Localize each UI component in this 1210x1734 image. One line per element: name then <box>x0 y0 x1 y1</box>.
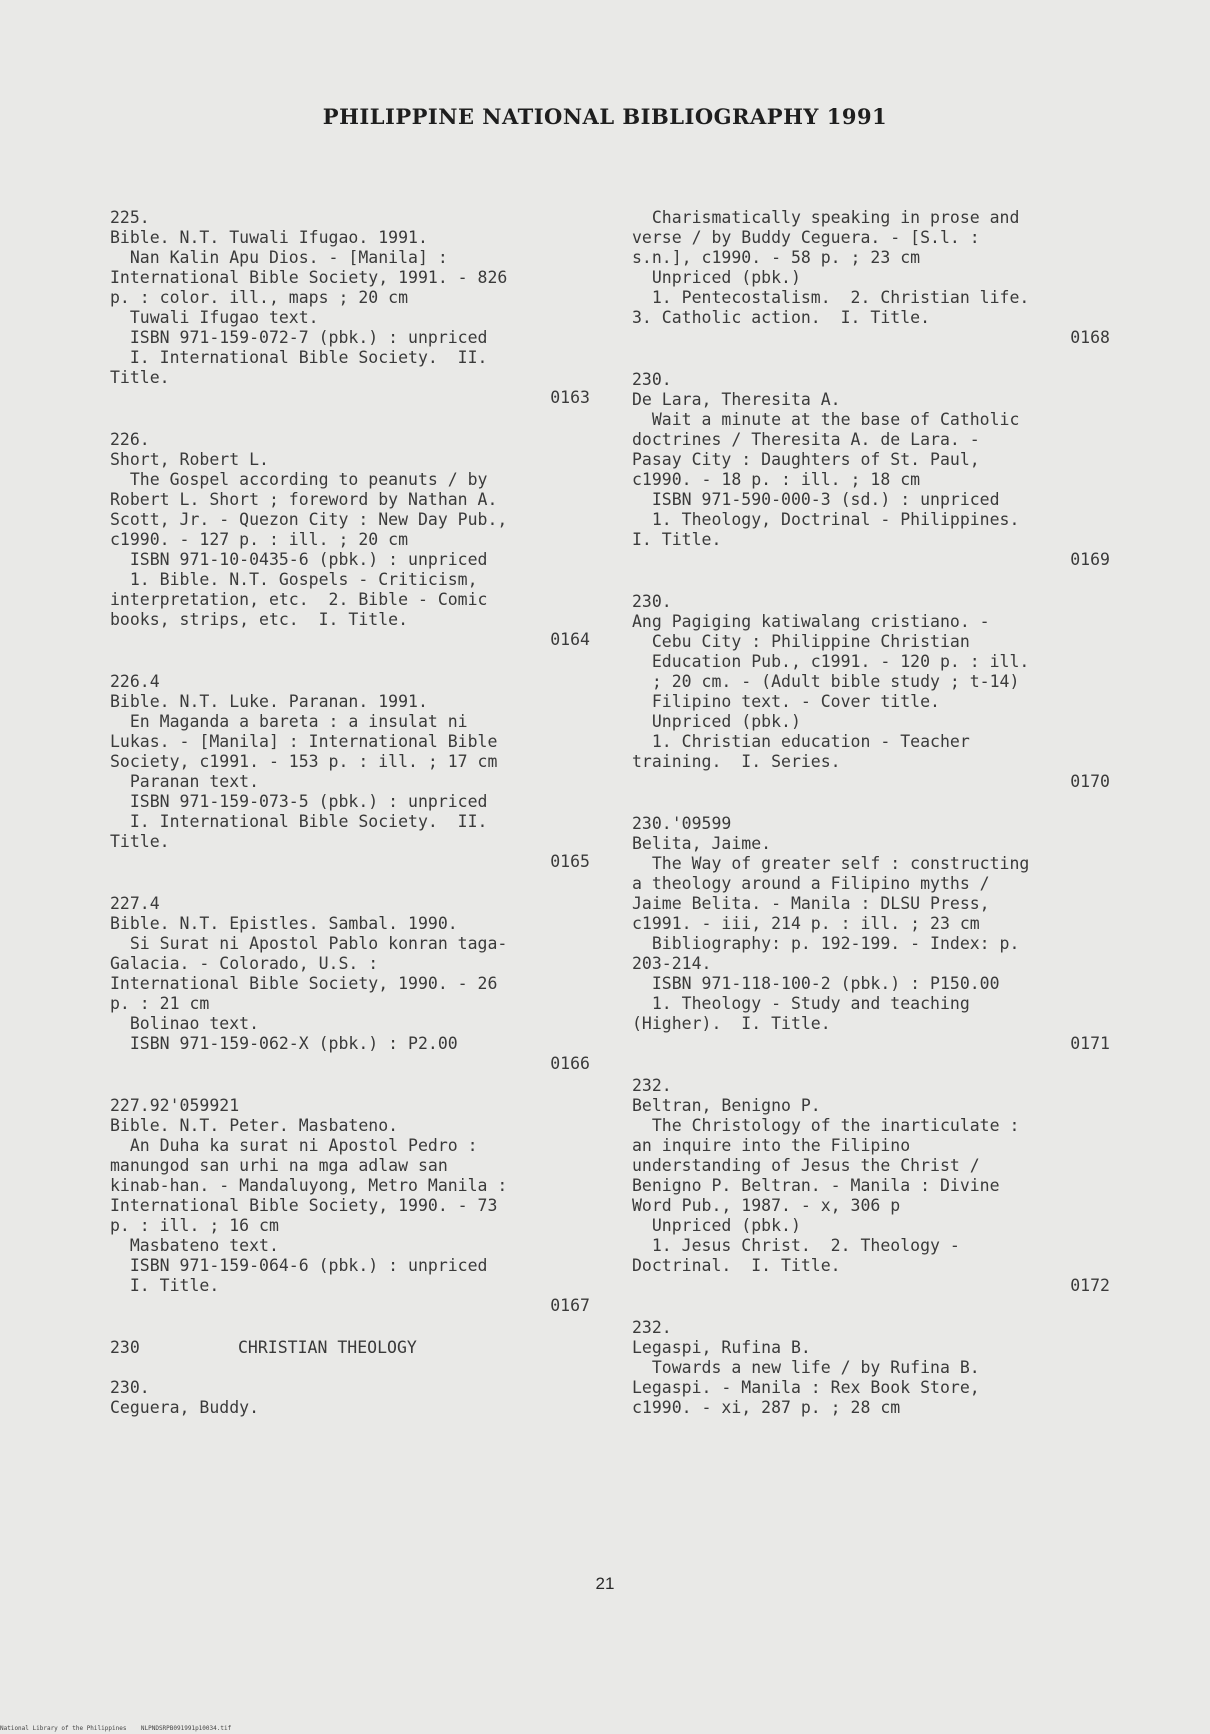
entry-line: Education Pub., c1991. - 120 p. : ill. <box>632 652 1030 671</box>
entry-control-number: 0163 <box>550 388 590 407</box>
entry-line: Short, Robert L. <box>110 450 269 469</box>
entry-line: 3. Catholic action. I. Title. <box>632 308 931 327</box>
entry-line: Legaspi. - Manila : Rex Book Store, <box>632 1378 980 1397</box>
bibliography-entry <box>632 208 1110 348</box>
entry-control-number: 0172 <box>1070 1276 1110 1295</box>
entry-line: (Higher). I. Title. <box>632 1014 831 1033</box>
section-heading-number: 230 <box>110 1338 140 1357</box>
entry-class-number: 225. <box>110 208 150 227</box>
entry-line: Beltran, Benigno P. <box>632 1096 821 1115</box>
entry-line: p. : 21 cm <box>110 994 210 1013</box>
entry-line: Ang Pagiging katiwalang cristiano. - <box>632 612 990 631</box>
entry-line: Bibliography: p. 192-199. - Index: p. <box>632 934 1020 953</box>
entry-class-number: Charismatically speaking in prose and <box>632 208 1020 227</box>
entry-line: Robert L. Short ; foreword by Nathan A. <box>110 490 498 509</box>
entry-line: ISBN 971-159-072-7 (pbk.) : unpriced <box>110 328 488 347</box>
entry-line: an inquire into the Filipino <box>632 1136 911 1155</box>
entry-line: Society, c1991. - 153 p. : ill. ; 17 cm <box>110 752 498 771</box>
entry-line: 1. Theology - Study and teaching <box>632 994 970 1013</box>
right-column <box>632 208 1110 1440</box>
entry-line: interpretation, etc. 2. Bible - Comic <box>110 590 488 609</box>
entry-class-number: 230.'09599 <box>632 814 732 833</box>
entry-line: Unpriced (pbk.) <box>632 712 801 731</box>
entry-line: Wait a minute at the base of Catholic <box>632 410 1020 429</box>
entry-line: Paranan text. <box>110 772 260 791</box>
entry-line: Jaime Belita. - Manila : DLSU Press, <box>632 894 990 913</box>
bibliography-entry <box>110 1378 590 1418</box>
entry-line: c1990. - 127 p. : ill. ; 20 cm <box>110 530 409 549</box>
entry-control-number: 0168 <box>1070 328 1110 347</box>
entry-line: En Maganda a bareta : a insulat ni <box>110 712 468 731</box>
entry-line: Masbateno text. <box>110 1236 279 1255</box>
entry-line: Cebu City : Philippine Christian <box>632 632 970 651</box>
entry-line: An Duha ka surat ni Apostol Pedro : <box>110 1136 478 1155</box>
bibliography-entry <box>110 894 590 1074</box>
entry-line: verse / by Buddy Ceguera. - [S.l. : <box>632 228 980 247</box>
entry-control-number: 0169 <box>1070 550 1110 569</box>
entry-line: 1. Jesus Christ. 2. Theology - <box>632 1236 960 1255</box>
entry-class-number: 230. <box>632 592 672 611</box>
bibliography-entry <box>632 814 1110 1054</box>
entry-line: a theology around a Filipino myths / <box>632 874 990 893</box>
entry-line: c1990. - xi, 287 p. ; 28 cm <box>632 1398 901 1417</box>
page-title: PHILIPPINE NATIONAL BIBLIOGRAPHY 1991 <box>322 104 888 129</box>
bibliography-entry <box>110 672 590 872</box>
entry-line: I. International Bible Society. II. <box>110 812 488 831</box>
section-heading <box>110 1338 590 1358</box>
entry-line: 1. Pentecostalism. 2. Christian life. <box>632 288 1030 307</box>
entry-line: p. : ill. ; 16 cm <box>110 1216 279 1235</box>
entry-line: kinab-han. - Mandaluyong, Metro Manila : <box>110 1176 508 1195</box>
entry-line: manungod san urhi na mga adlaw san <box>110 1156 448 1175</box>
entry-class-number: 232. <box>632 1076 672 1095</box>
entry-line: Towards a new life / by Rufina B. <box>632 1358 980 1377</box>
entry-line: 1. Bible. N.T. Gospels - Criticism, <box>110 570 478 589</box>
bibliography-entry <box>632 1076 1110 1296</box>
entry-line: c1991. - iii, 214 p. : ill. ; 23 cm <box>632 914 980 933</box>
entry-line: Galacia. - Colorado, U.S. : <box>110 954 379 973</box>
entry-line: 1. Christian education - Teacher <box>632 732 970 751</box>
entry-line: Nan Kalin Apu Dios. - [Manila] : <box>110 248 448 267</box>
entry-class-number: 226.4 <box>110 672 160 691</box>
bibliography-entry <box>110 1096 590 1316</box>
entry-line: Bible. N.T. Peter. Masbateno. <box>110 1116 399 1135</box>
entry-line: Title. <box>110 368 170 387</box>
entry-line: International Bible Society, 1990. - 26 <box>110 974 498 993</box>
entry-line: Bible. N.T. Epistles. Sambal. 1990. <box>110 914 458 933</box>
entry-class-number: 226. <box>110 430 150 449</box>
entry-line: books, strips, etc. I. Title. <box>110 610 409 629</box>
entry-line: ISBN 971-10-0435-6 (pbk.) : unpriced <box>110 550 488 569</box>
entry-line: De Lara, Theresita A. <box>632 390 841 409</box>
entry-line: I. Title. <box>110 1276 220 1295</box>
entry-line: Bible. N.T. Luke. Paranan. 1991. <box>110 692 428 711</box>
entry-line: Belita, Jaime. <box>632 834 772 853</box>
bibliography-entry <box>632 592 1110 792</box>
left-column <box>110 208 590 1440</box>
scan-footer-note: National Library of the Philippines NLPNDSRPB091991p10034.tif <box>0 1725 232 1732</box>
entry-line: Si Surat ni Apostol Pablo konran taga- <box>110 934 508 953</box>
entry-line: Tuwali Ifugao text. <box>110 308 319 327</box>
entry-line: Ceguera, Buddy. <box>110 1398 260 1417</box>
entry-line: doctrines / Theresita A. de Lara. - <box>632 430 980 449</box>
entry-class-number: 232. <box>632 1318 672 1337</box>
entry-line: Unpriced (pbk.) <box>632 1216 801 1235</box>
entry-line: Legaspi, Rufina B. <box>632 1338 811 1357</box>
entry-line: Benigno P. Beltran. - Manila : Divine <box>632 1176 1000 1195</box>
entry-line: ISBN 971-590-000-3 (sd.) : unpriced <box>632 490 1000 509</box>
entry-line: ISBN 971-118-100-2 (pbk.) : P150.00 <box>632 974 1000 993</box>
entry-line: Filipino text. - Cover title. <box>632 692 940 711</box>
entry-line: ISBN 971-159-062-X (pbk.) : P2.00 <box>110 1034 458 1053</box>
entry-control-number: 0167 <box>550 1296 590 1315</box>
entry-line: I. Title. <box>632 530 722 549</box>
entry-line: Bible. N.T. Tuwali Ifugao. 1991. <box>110 228 428 247</box>
entry-line: Unpriced (pbk.) <box>632 268 801 287</box>
entry-line: International Bible Society, 1991. - 826 <box>110 268 508 287</box>
bibliography-entry <box>632 1318 1110 1418</box>
entry-line: Pasay City : Daughters of St. Paul, <box>632 450 980 469</box>
entry-control-number: 0165 <box>550 852 590 871</box>
entry-class-number: 230. <box>632 370 672 389</box>
section-heading-label: CHRISTIAN THEOLOGY <box>238 1338 417 1357</box>
bibliography-entry <box>110 208 590 408</box>
entry-line: Bolinao text. <box>110 1014 260 1033</box>
bibliography-entry <box>110 430 590 650</box>
entry-line: ; 20 cm. - (Adult bible study ; t-14) <box>632 672 1020 691</box>
entry-line: training. I. Series. <box>632 752 841 771</box>
entry-class-number: 227.92'059921 <box>110 1096 240 1115</box>
bibliography-entry <box>632 370 1110 570</box>
entry-control-number: 0164 <box>550 630 590 649</box>
entry-line: 203-214. <box>632 954 712 973</box>
entry-line: understanding of Jesus the Christ / <box>632 1156 980 1175</box>
entry-line: ISBN 971-159-064-6 (pbk.) : unpriced <box>110 1256 488 1275</box>
entry-line: International Bible Society, 1990. - 73 <box>110 1196 498 1215</box>
entry-control-number: 0170 <box>1070 772 1110 791</box>
entry-line: c1990. - 18 p. : ill. ; 18 cm <box>632 470 921 489</box>
entry-line: 1. Theology, Doctrinal - Philippines. <box>632 510 1020 529</box>
entry-line: The Christology of the inarticulate : <box>632 1116 1020 1135</box>
entry-line: Word Pub., 1987. - x, 306 p <box>632 1196 901 1215</box>
entry-line: Scott, Jr. - Quezon City : New Day Pub., <box>110 510 508 529</box>
entry-class-number: 230. <box>110 1378 150 1397</box>
entry-line: Lukas. - [Manila] : International Bible <box>110 732 498 751</box>
entry-line: The Way of greater self : constructing <box>632 854 1030 873</box>
entry-line: The Gospel according to peanuts / by <box>110 470 488 489</box>
entry-line: p. : color. ill., maps ; 20 cm <box>110 288 409 307</box>
entry-control-number: 0166 <box>550 1054 590 1073</box>
entry-line: I. International Bible Society. II. <box>110 348 488 367</box>
entry-class-number: 227.4 <box>110 894 160 913</box>
entry-line: ISBN 971-159-073-5 (pbk.) : unpriced <box>110 792 488 811</box>
entry-line: Doctrinal. I. Title. <box>632 1256 841 1275</box>
entry-line: Title. <box>110 832 170 851</box>
entry-line: s.n.], c1990. - 58 p. ; 23 cm <box>632 248 921 267</box>
page-number: 21 <box>595 1574 615 1593</box>
entry-control-number: 0171 <box>1070 1034 1110 1053</box>
